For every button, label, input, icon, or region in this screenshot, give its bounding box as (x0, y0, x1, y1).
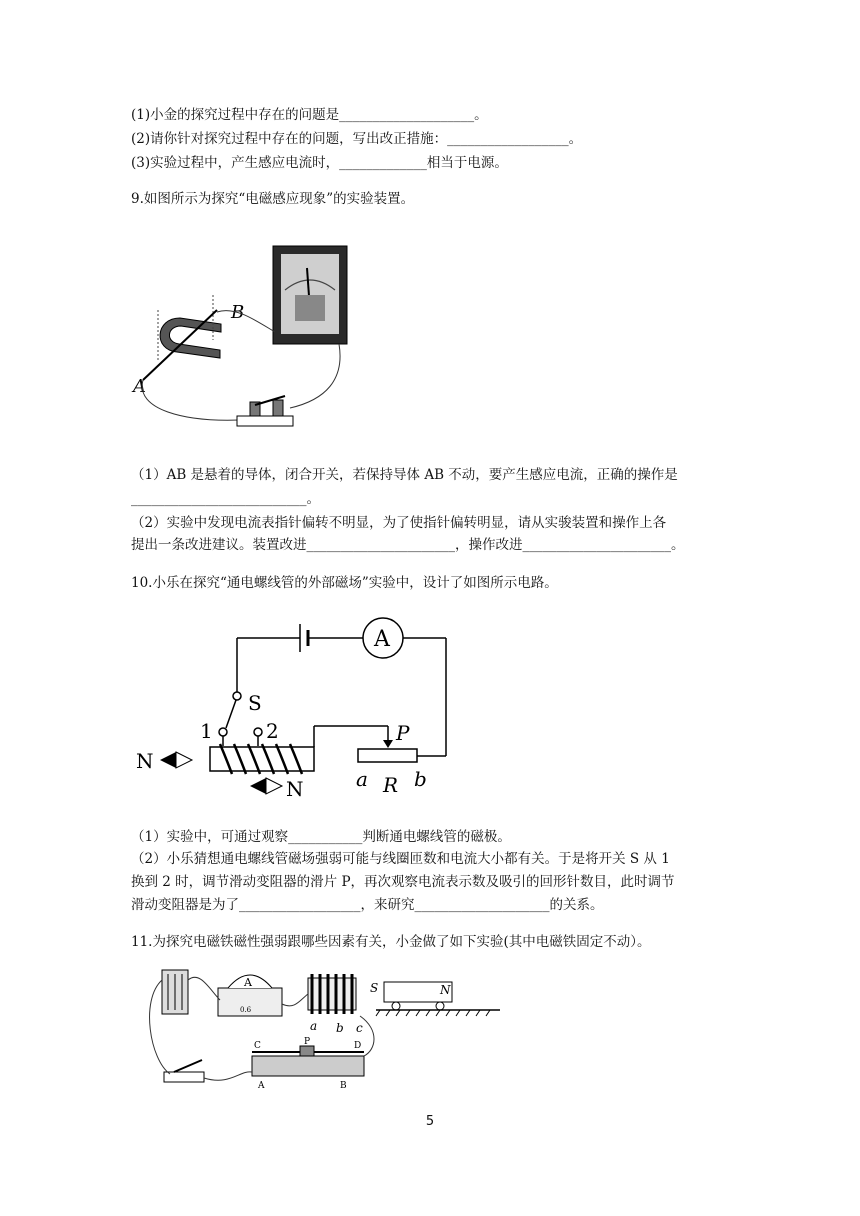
q8-line-1: (1)小金的探究过程中存在的问题是____________________。 (131, 107, 488, 123)
rheostat-body (358, 749, 417, 762)
tap-b-label: b (336, 1021, 344, 1035)
n-pole-label: N (440, 983, 451, 997)
q10-title: 10.小乐在探究“通电螺线管的外部磁场”实验中，设计了如图所示电路。 (131, 575, 558, 591)
label-b: B (231, 302, 245, 323)
rheostat-d-label: D (354, 1041, 362, 1051)
rheostat-slider[interactable] (300, 1046, 314, 1056)
terminal-2-label: 2 (266, 719, 279, 743)
terminal-1-label: 1 (200, 719, 213, 743)
slider-label: P (396, 721, 410, 745)
end-b-label: b (414, 767, 427, 791)
horseshoe-magnet (160, 318, 221, 358)
rheostat-p-label: P (304, 1037, 311, 1047)
q8-line-3: (3)实验过程中，产生感应电流时，_____________相当于电源。 (131, 155, 508, 171)
page-number: 5 (425, 1114, 435, 1129)
tap-c-label: c (356, 1021, 363, 1035)
q11-title: 11.为探究电磁铁磁性强弱跟哪些因素有关，小金做了如下实验(其中电磁铁固定不动）。 (131, 934, 651, 950)
q8-line-2: (2)请你针对探究过程中存在的问题，写出改正措施：__________________。 (131, 131, 583, 147)
rheostat (252, 1056, 364, 1076)
needle-bottom-label: N (286, 777, 304, 800)
q9-p1-line-b: __________________________。 (131, 491, 320, 507)
switch-lever[interactable] (174, 1060, 202, 1072)
rheostat-b-label: B (340, 1081, 347, 1091)
s-pole-label: S (370, 981, 379, 995)
galvanometer-face (281, 254, 339, 334)
q9-figure (125, 240, 365, 440)
switch-blade[interactable] (226, 700, 236, 728)
rheostat-c-label: C (254, 1041, 261, 1051)
q11-figure (140, 960, 520, 1092)
compass-needle-left-north (160, 752, 176, 768)
q10-circuit-figure (130, 610, 460, 800)
slider-arrow[interactable] (383, 740, 393, 748)
switch-base (237, 416, 293, 426)
ammeter-label: A (374, 627, 390, 652)
q10-p1: （1）实验中，可通过观察___________判断通电螺线管的磁极。 (131, 829, 511, 845)
q9-title: 9.如图所示为探究“电磁感应现象”的实验装置。 (131, 191, 415, 207)
q9-p2-line-a: （2）实验中发现电流表指针偏转不明显，为了使指针偏转明显，请从实骏装置和操作上各 (131, 515, 667, 531)
q10-p2-line-b: 换到 2 时，调节滑动变阻器的滑片 P，再次观察电流表示数及吸引的回形针数目，此时调节 (131, 874, 675, 890)
terminal-2 (254, 728, 262, 736)
switch-label: S (248, 691, 262, 715)
rheostat-a-label: A (258, 1081, 265, 1091)
q9-p2-line-b: 提出一条改进建议。装置改进______________________，操作改进______________________。 (131, 537, 685, 553)
compass-needle-bottom-south (266, 778, 282, 794)
compass-needle-bottom-north (250, 778, 266, 794)
compass-needle-left-south (176, 752, 192, 768)
ammeter-label: A (244, 976, 252, 989)
tap-a-label: a (310, 1019, 318, 1033)
label-a: A (133, 376, 146, 397)
end-a-label: a (356, 767, 368, 791)
electromagnet-core (308, 978, 356, 1010)
needle-left-label: N (136, 749, 154, 773)
q10-p2-line-a: （2）小乐猜想通电螺线管磁场强弱可能与线圈匝数和电流大小都有关。于是将开关 S 从 1 (131, 851, 670, 867)
q10-p2-line-c: 滑动变阻器是为了__________________，来研究____________________的关系。 (131, 897, 604, 913)
resistor-label: R (383, 773, 399, 797)
q9-p1-line-a: （1）AB 是悬着的导体，闭合开关，若保持导体 AB 不动，要产生感应电流，正确的操作是 (131, 467, 678, 483)
ammeter-scale: 0.6 (240, 1006, 252, 1014)
terminal-1 (219, 728, 227, 736)
